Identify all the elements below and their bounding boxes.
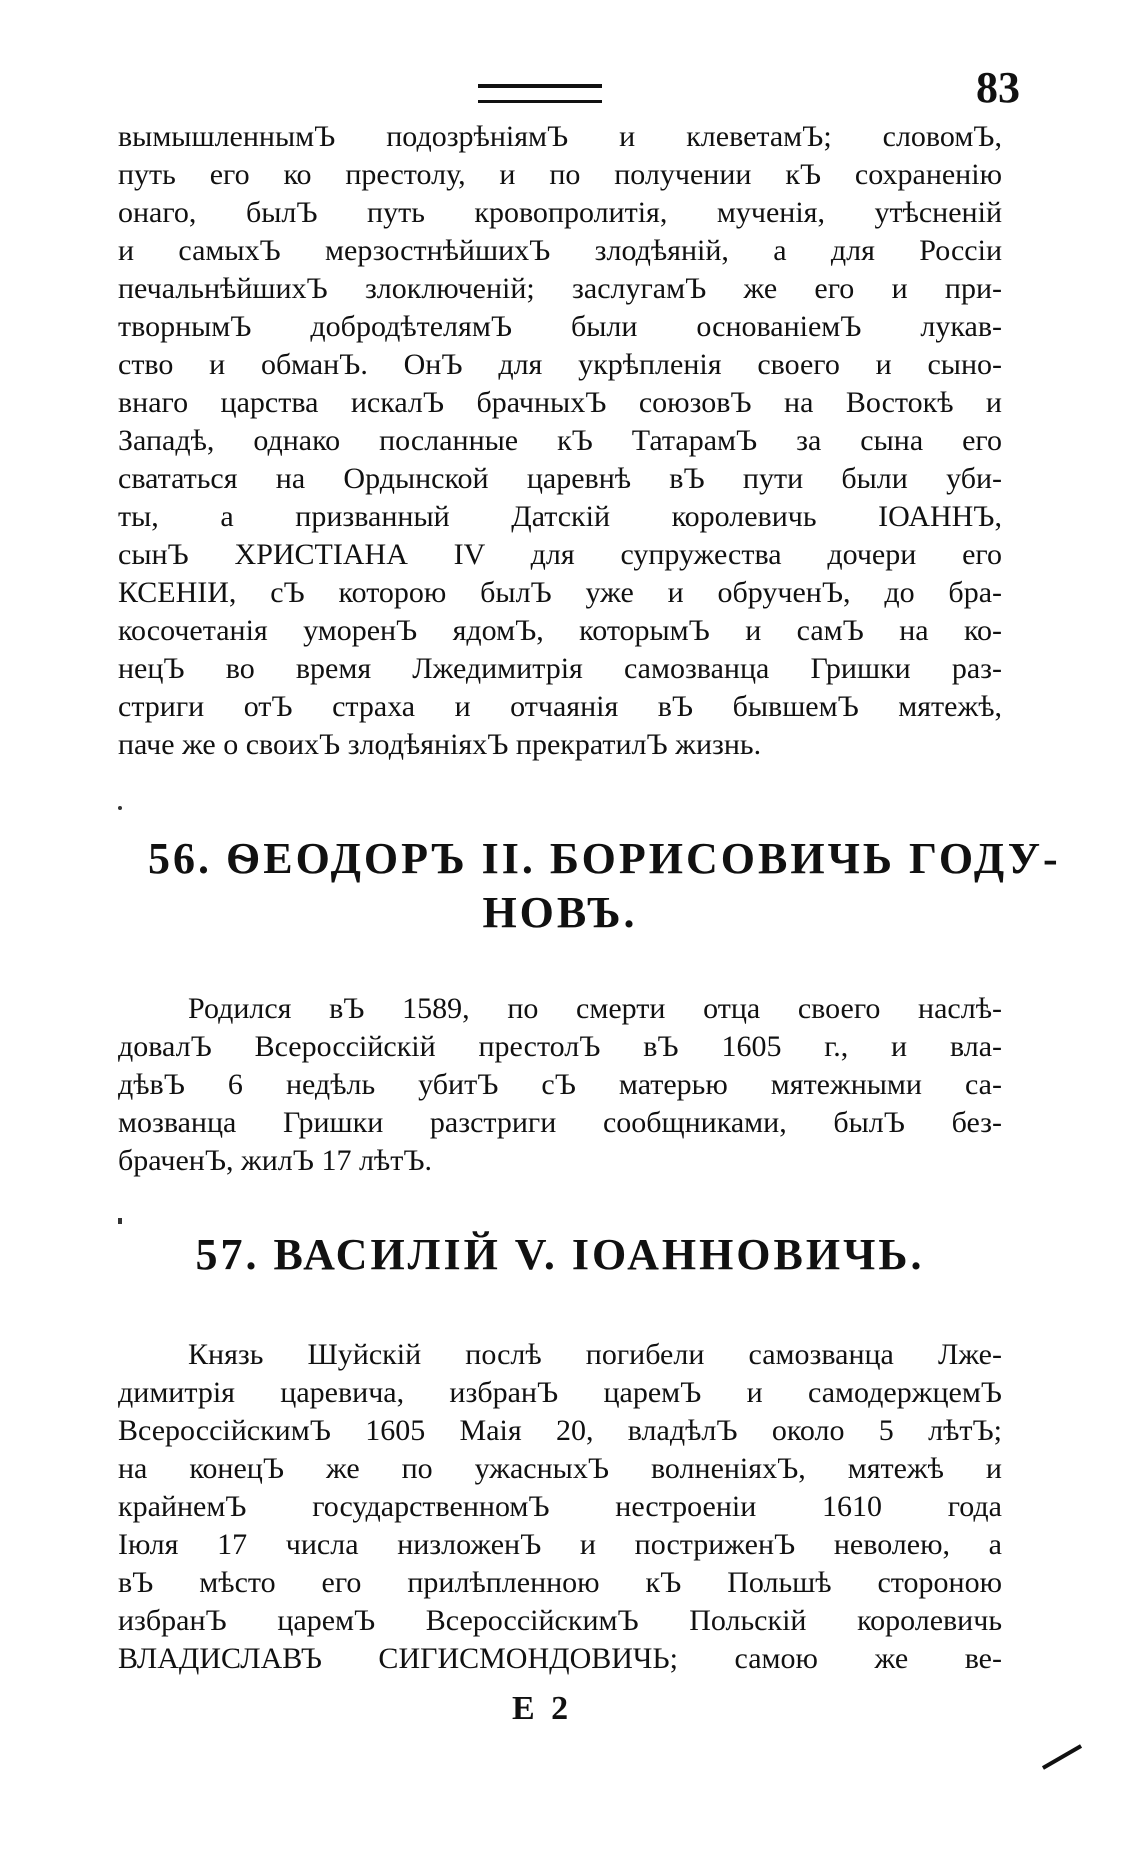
ink-speck: [118, 1218, 122, 1224]
text-line: нецЪ во время Лжедимитрія самозванца Гришки раз-: [118, 652, 1002, 685]
text-line: вЪ мѣсто его прилѣпленною кЪ Польшѣ стороною: [118, 1566, 1002, 1599]
text-line: ВсероссійскимЪ 1605 Маія 20, владѣлЪ около 5 лѣтЪ;: [118, 1414, 1002, 1447]
section-56-paragraph: [118, 990, 1002, 1180]
ink-speck: [118, 806, 122, 810]
text-line: довалЪ Всероссійскій престолЪ вЪ 1605 г., и вла-: [118, 1030, 1002, 1063]
heading-line: 57. ВАСИЛІЙ V. ІОАННОВИЧЬ.: [195, 1230, 925, 1279]
text-line: вымышленнымЪ подозрѣніямЪ и клеветамЪ; словомЪ,: [118, 120, 1002, 153]
header-rule: [478, 84, 602, 103]
text-line: стриги отЪ страха и отчаянія вЪ бывшемЪ мятежѣ,: [118, 690, 1002, 723]
text-line: крайнемЪ государственномЪ нестроеніи 1610 года: [118, 1490, 1002, 1523]
text-line: Князь Шуйскій послѣ погибели самозванца Лже-: [188, 1338, 1002, 1371]
page-number: 83: [976, 63, 1020, 112]
text-line: Западѣ, однако посланные кЪ ТатарамЪ за сына его: [118, 424, 1002, 457]
text-line: ВЛАДИСЛАВЪ СИГИСМОНДОВИЧЬ; самою же ве-: [118, 1642, 1002, 1675]
text-line: онаго, былЪ путь кровопролитія, мученія, утѣсненій: [118, 196, 1002, 229]
text-line: на конецЪ же по ужасныхЪ волненіяхЪ, мятежѣ и: [118, 1452, 1002, 1485]
text-line: косочетанія уморенЪ ядомЪ, которымЪ и самЪ на ко-: [118, 614, 1002, 647]
text-line: путь его ко престолу, и по получении кЪ сохраненію: [118, 158, 1002, 191]
text-line: сынЪ ХРИСТІАНА IV для супружества дочери его: [118, 538, 1002, 571]
heading-line: 56. ѲЕОДОРЪ II. БОРИСОВИЧЬ ГОДУ-: [148, 834, 1061, 883]
text-line: мозванца Гришки разстриги сообщниками, былЪ без-: [118, 1106, 1002, 1139]
section-56-heading: [118, 832, 1061, 940]
text-line: паче же о своихЪ злодѣяніяхЪ прекратилЪ жизнь.: [118, 728, 762, 761]
text-line: КСЕНІИ, сЪ которою былЪ уже и обрученЪ, до бра-: [118, 576, 1002, 609]
text-line: творнымЪ добродѣтелямЪ были основаніемЪ лукав-: [118, 310, 1002, 343]
section-57-paragraph: [118, 1336, 1002, 1678]
text-line: Родился вЪ 1589, по смерти отца своего наслѣ-: [188, 992, 1002, 1025]
text-line: ство и обманЪ. ОнЪ для укрѣпленія своего и сыно-: [118, 348, 1002, 381]
section-57-heading: [118, 1228, 1002, 1282]
text-line: внаго царства искалЪ брачныхЪ союзовЪ на Востокѣ и: [118, 386, 1002, 419]
section-55-paragraph: [118, 118, 1002, 764]
text-line: браченЪ, жилЪ 17 лѣтЪ.: [118, 1144, 433, 1177]
text-line: и самыхЪ мерзостнѣйшихЪ злодѣяній, а для Россіи: [118, 234, 1002, 267]
ink-smudge: [1042, 1744, 1082, 1769]
text-line: ты, а призванный Датскій королевичь ІОАННЪ,: [118, 500, 1002, 533]
text-line: димитрія царевича, избранЪ царемЪ и самодержцемЪ: [118, 1376, 1002, 1409]
text-line: дѣвЪ 6 недѣль убитЪ сЪ матерью мятежными са-: [118, 1068, 1002, 1101]
text-line: свататься на Ордынской царевнѣ вЪ пути были уби-: [118, 462, 1002, 495]
signature-mark: E 2: [512, 1690, 573, 1727]
text-line: избранЪ царемЪ ВсероссійскимЪ Польскій королевичь: [118, 1604, 1002, 1637]
text-line: Іюля 17 числа низложенЪ и постриженЪ неволею, а: [118, 1528, 1002, 1561]
text-line: печальнѣйшихЪ злоключеній; заслугамЪ же его и при-: [118, 272, 1002, 305]
heading-line: НОВЪ.: [482, 888, 638, 937]
